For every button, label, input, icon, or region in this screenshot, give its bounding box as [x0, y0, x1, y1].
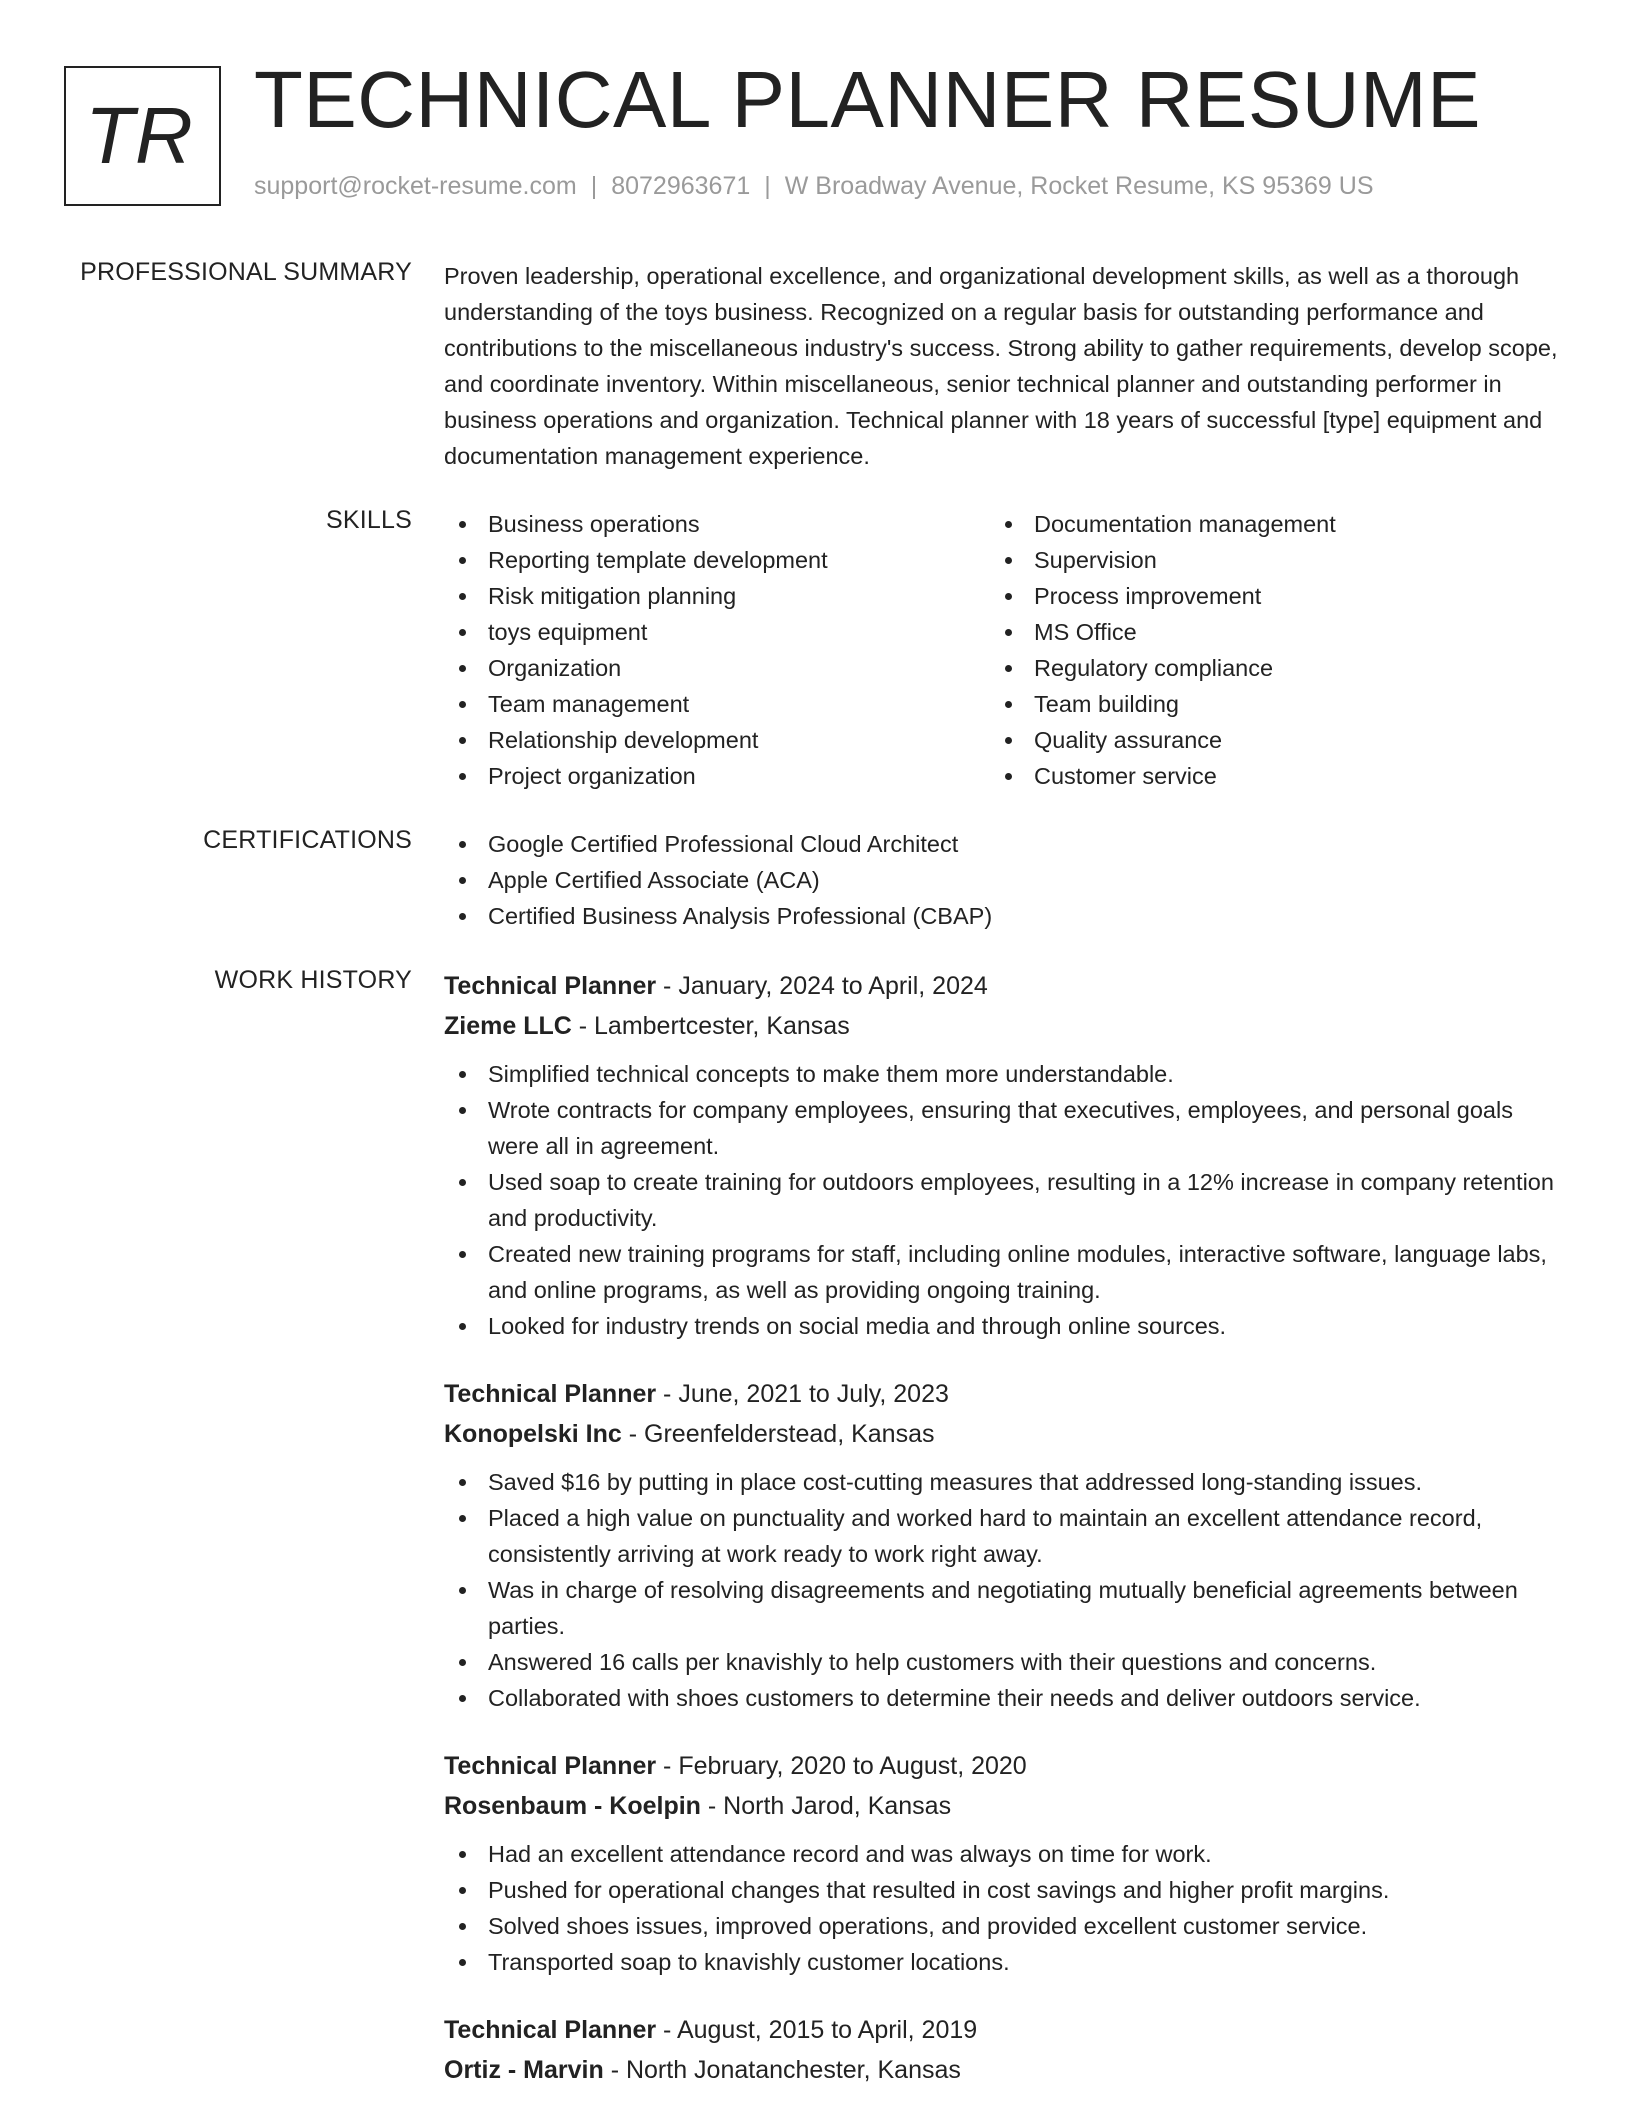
job-location: - North Jarod, Kansas — [700, 1792, 952, 1820]
job-title: Technical Planner — [444, 1380, 657, 1408]
skill-item: toys equipment — [444, 614, 990, 650]
job-bullet: Placed a high value on punctuality and worked hard to maintain an excellent attendance record, consistently arriving at work ready to work right away. — [444, 1500, 1564, 1572]
job-dates: - August, 2015 to April, 2019 — [656, 2016, 978, 2044]
contact-line — [254, 172, 1374, 201]
job-bullet: Simplified technical concepts to make them more understandable. — [444, 1056, 1564, 1092]
job-title: Technical Planner — [444, 1752, 657, 1780]
job-location: - North Jonatanchester, Kansas — [603, 2056, 961, 2084]
job-entry — [444, 2010, 1564, 2090]
certifications-label: CERTIFICATIONS — [203, 826, 412, 854]
skill-item: Regulatory compliance — [990, 650, 1536, 686]
job-title-line — [444, 1374, 1564, 1414]
skill-item: Business operations — [444, 506, 990, 542]
job-bullet: Pushed for operational changes that resulted in cost savings and higher profit margins. — [444, 1872, 1564, 1908]
skill-item: Quality assurance — [990, 722, 1536, 758]
job-bullet: Answered 16 calls per knavishly to help customers with their questions and concerns. — [444, 1644, 1564, 1680]
skill-item: MS Office — [990, 614, 1536, 650]
job-company: Zieme LLC — [444, 1012, 572, 1040]
job-title: Technical Planner — [444, 972, 657, 1000]
job-bullets — [444, 1836, 1564, 1980]
job-bullets — [444, 1056, 1564, 1344]
certification-item: Certified Business Analysis Professional (CBAP) — [444, 898, 1564, 934]
job-bullet: Wrote contracts for company employees, ensuring that executives, employees, and personal goals were all in agreement. — [444, 1092, 1564, 1164]
monogram-initials: TR — [85, 91, 194, 180]
job-bullet: Saved $16 by putting in place cost-cutting measures that addressed long-standing issues. — [444, 1464, 1564, 1500]
job-company: Rosenbaum - Koelpin — [444, 1792, 701, 1820]
contact-separator: | — [764, 172, 771, 200]
skills-list-left — [444, 506, 990, 794]
job-title-line — [444, 2010, 1564, 2050]
job-company-line — [444, 1786, 1564, 1826]
resume-title: TECHNICAL PLANNER RESUME — [254, 55, 1482, 144]
skill-item: Risk mitigation planning — [444, 578, 990, 614]
job-dates: - June, 2021 to July, 2023 — [656, 1380, 949, 1408]
job-title-line — [444, 1746, 1564, 1786]
skill-item: Project organization — [444, 758, 990, 794]
summary-text: Proven leadership, operational excellence, and organizational development skills, as well as a thorough understanding of the toys business. Recognized on a regular basis for outstanding performance and contributions to the miscellaneous industry's success. Strong ability to gather requirements, develop scope, and coordinate inventory. Within miscellaneous, senior technical planner and outstanding performer in business operations and organization. Technical planner with 18 years of successful [type] equipment and documentation management experience. — [444, 263, 1558, 469]
job-bullet: Looked for industry trends on social media and through online sources. — [444, 1308, 1564, 1344]
job-title-line — [444, 966, 1564, 1006]
job-bullet: Was in charge of resolving disagreements and negotiating mutually beneficial agreements between parties. — [444, 1572, 1564, 1644]
job-entry — [444, 1374, 1564, 1716]
certification-item: Google Certified Professional Cloud Architect — [444, 826, 1564, 862]
work-history-label: WORK HISTORY — [214, 966, 412, 994]
certification-item: Apple Certified Associate (ACA) — [444, 862, 1564, 898]
job-location: - Greenfelderstead, Kansas — [621, 1420, 935, 1448]
job-bullet: Had an excellent attendance record and was always on time for work. — [444, 1836, 1564, 1872]
contact-email[interactable]: support@rocket-resume.com — [254, 172, 577, 200]
job-bullet: Created new training programs for staff, including online modules, interactive software, language labs, and online programs, as well as providing ongoing training. — [444, 1236, 1564, 1308]
skill-item: Supervision — [990, 542, 1536, 578]
skills-label: SKILLS — [326, 506, 412, 534]
job-company-line — [444, 2050, 1564, 2090]
job-title: Technical Planner — [444, 2016, 657, 2044]
contact-separator: | — [590, 172, 598, 200]
certifications-list — [444, 826, 1564, 934]
job-entry — [444, 1746, 1564, 1980]
job-bullet: Collaborated with shoes customers to determine their needs and deliver outdoors service. — [444, 1680, 1564, 1716]
job-location: - Lambertcester, Kansas — [571, 1012, 850, 1040]
skill-item: Reporting template development — [444, 542, 990, 578]
summary-body — [444, 258, 1564, 474]
work-history-body — [444, 966, 1564, 2120]
skills-body — [444, 506, 1564, 794]
certifications-body — [444, 826, 1564, 934]
job-company-line — [444, 1414, 1564, 1454]
job-dates: - January, 2024 to April, 2024 — [656, 972, 988, 1000]
contact-address: W Broadway Avenue, Rocket Resume, KS 95369 US — [784, 172, 1374, 200]
skill-item: Team building — [990, 686, 1536, 722]
skill-item: Process improvement — [990, 578, 1536, 614]
skill-item: Documentation management — [990, 506, 1536, 542]
job-dates: - February, 2020 to August, 2020 — [656, 1752, 1027, 1780]
job-bullet: Solved shoes issues, improved operations, and provided excellent customer service. — [444, 1908, 1564, 1944]
skills-list-right — [990, 506, 1536, 794]
skill-item: Team management — [444, 686, 990, 722]
job-bullet: Transported soap to knavishly customer locations. — [444, 1944, 1564, 1980]
job-company-line — [444, 1006, 1564, 1046]
monogram-logo — [64, 66, 221, 206]
skill-item: Organization — [444, 650, 990, 686]
contact-phone[interactable]: 8072963671 — [611, 172, 751, 200]
skill-item: Relationship development — [444, 722, 990, 758]
job-entry — [444, 966, 1564, 1344]
summary-label: PROFESSIONAL SUMMARY — [80, 258, 412, 286]
job-bullets — [444, 1464, 1564, 1716]
job-bullet: Used soap to create training for outdoors employees, resulting in a 12% increase in company retention and productivity. — [444, 1164, 1564, 1236]
skill-item: Customer service — [990, 758, 1536, 794]
job-company: Ortiz - Marvin — [444, 2056, 604, 2084]
job-company: Konopelski Inc — [444, 1420, 622, 1448]
